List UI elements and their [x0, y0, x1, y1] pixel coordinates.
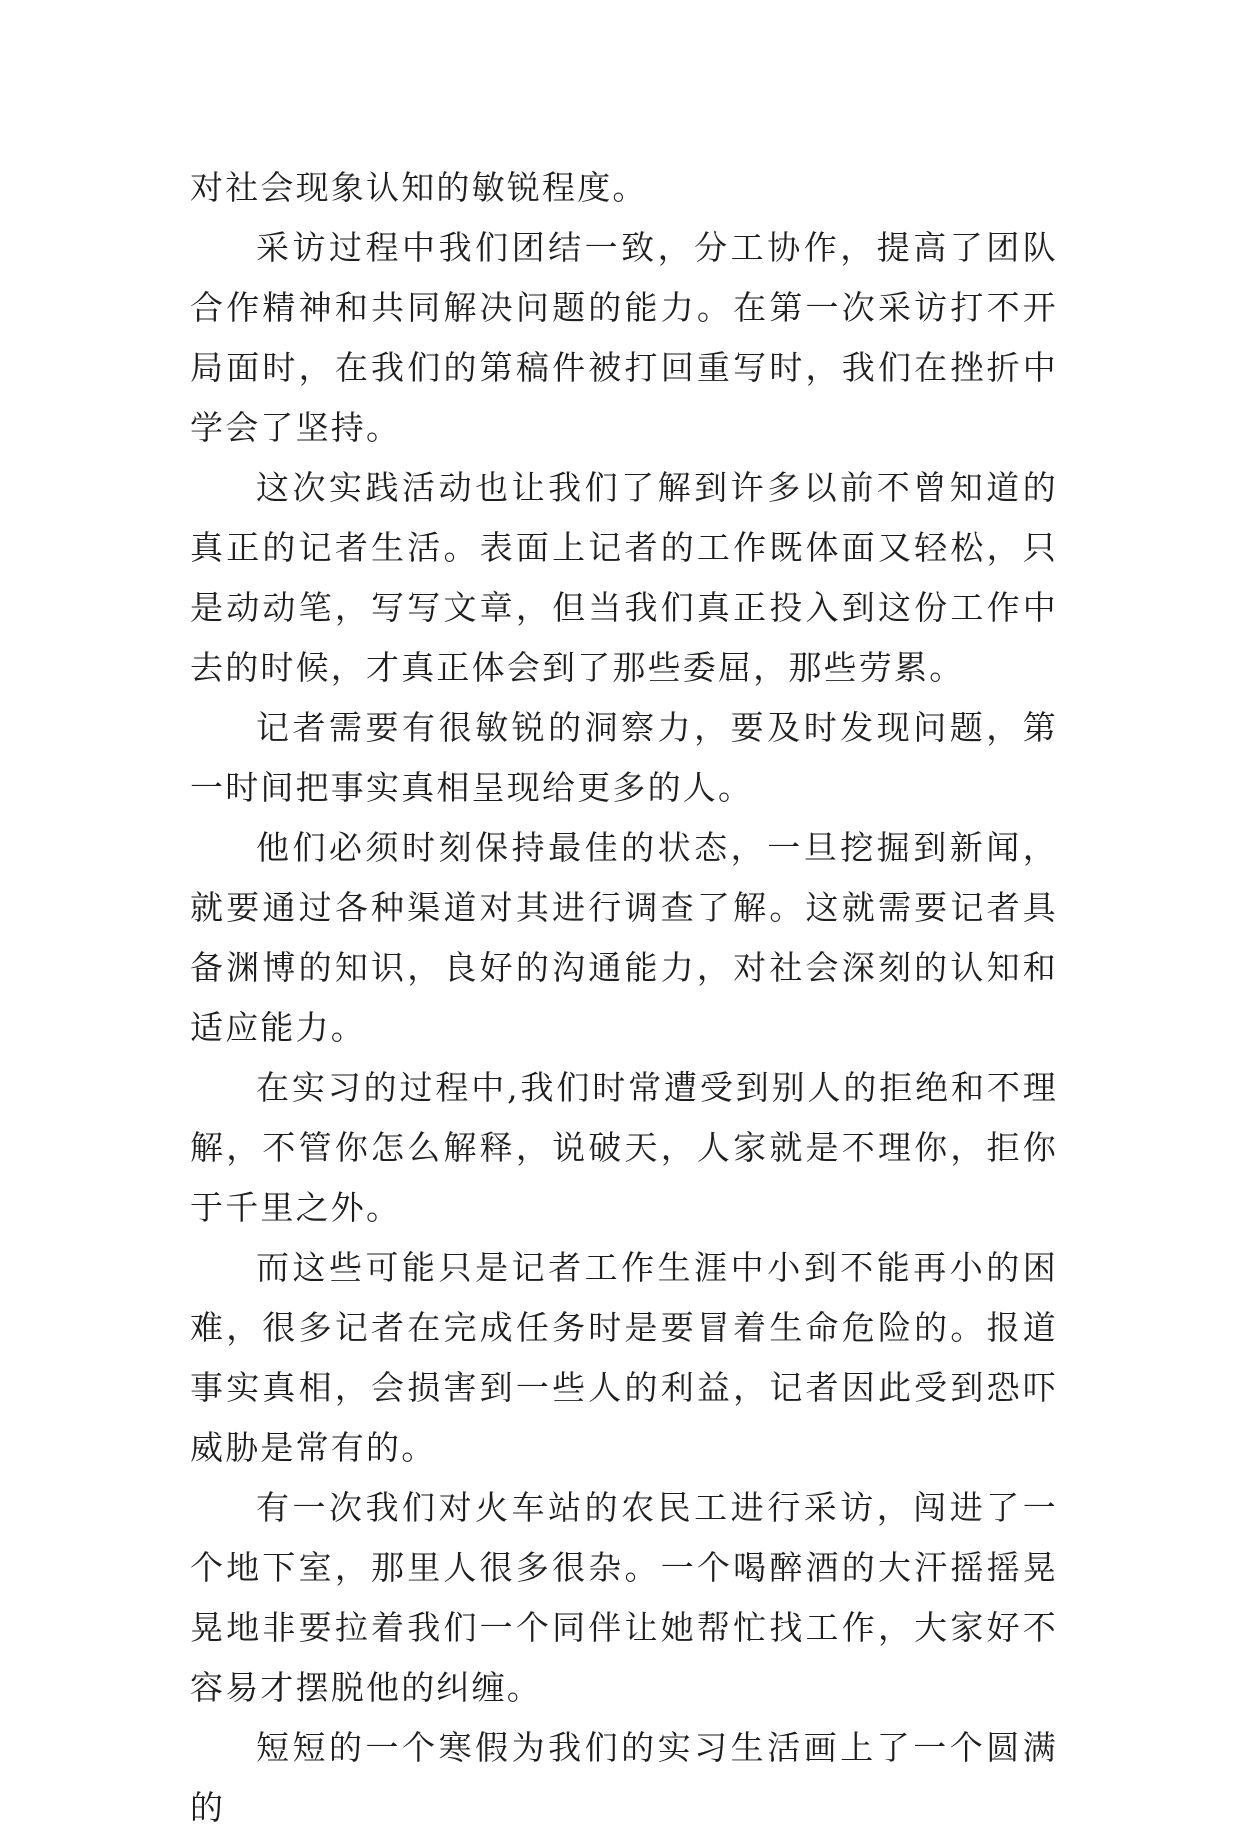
paragraph-3: 这次实践活动也让我们了解到许多以前不曾知道的真正的记者生活。表面上记者的工作既体面又轻松，只是动动笔，写写文章，但当我们真正投入到这份工作中去的时候，才真正体会到了那些委屈，那些劳累。 — [190, 468, 1058, 687]
paragraph-7: 而这些可能只是记者工作生涯中小到不能再小的困难，很多记者在完成任务时是要冒着生命危险的。报道事实真相，会损害到一些人的利益，记者因此受到恐吓威胁是常有的。 — [190, 1248, 1058, 1467]
document-page — [190, 158, 1058, 1838]
paragraph-1: 对社会现象认知的敏锐程度。 — [190, 168, 648, 207]
paragraph-9: 短短的一个寒假为我们的实习生活画上了一个圆满的 — [190, 1728, 1058, 1827]
paragraph-6: 在实习的过程中,我们时常遭受到别人的拒绝和不理解，不管你怎么解释，说破天，人家就是不理你，拒你于千里之外。 — [190, 1068, 1058, 1227]
paragraph-8: 有一次我们对火车站的农民工进行采访，闯进了一个地下室，那里人很多很杂。一个喝醉酒的大汗摇摇晃晃地非要拉着我们一个同伴让她帮忙找工作，大家好不容易才摆脱他的纠缠。 — [190, 1488, 1058, 1707]
paragraph-5: 他们必须时刻保持最佳的状态，一旦挖掘到新闻，就要通过各种渠道对其进行调查了解。这就需要记者具备渊博的知识，良好的沟通能力，对社会深刻的认知和适应能力。 — [190, 828, 1058, 1047]
paragraph-2: 采访过程中我们团结一致，分工协作，提高了团队合作精神和共同解决问题的能力。在第一次采访打不开局面时，在我们的第稿件被打回重写时，我们在挫折中学会了坚持。 — [190, 228, 1058, 447]
paragraph-4: 记者需要有很敏锐的洞察力，要及时发现问题，第一时间把事实真相呈现给更多的人。 — [190, 708, 1058, 807]
